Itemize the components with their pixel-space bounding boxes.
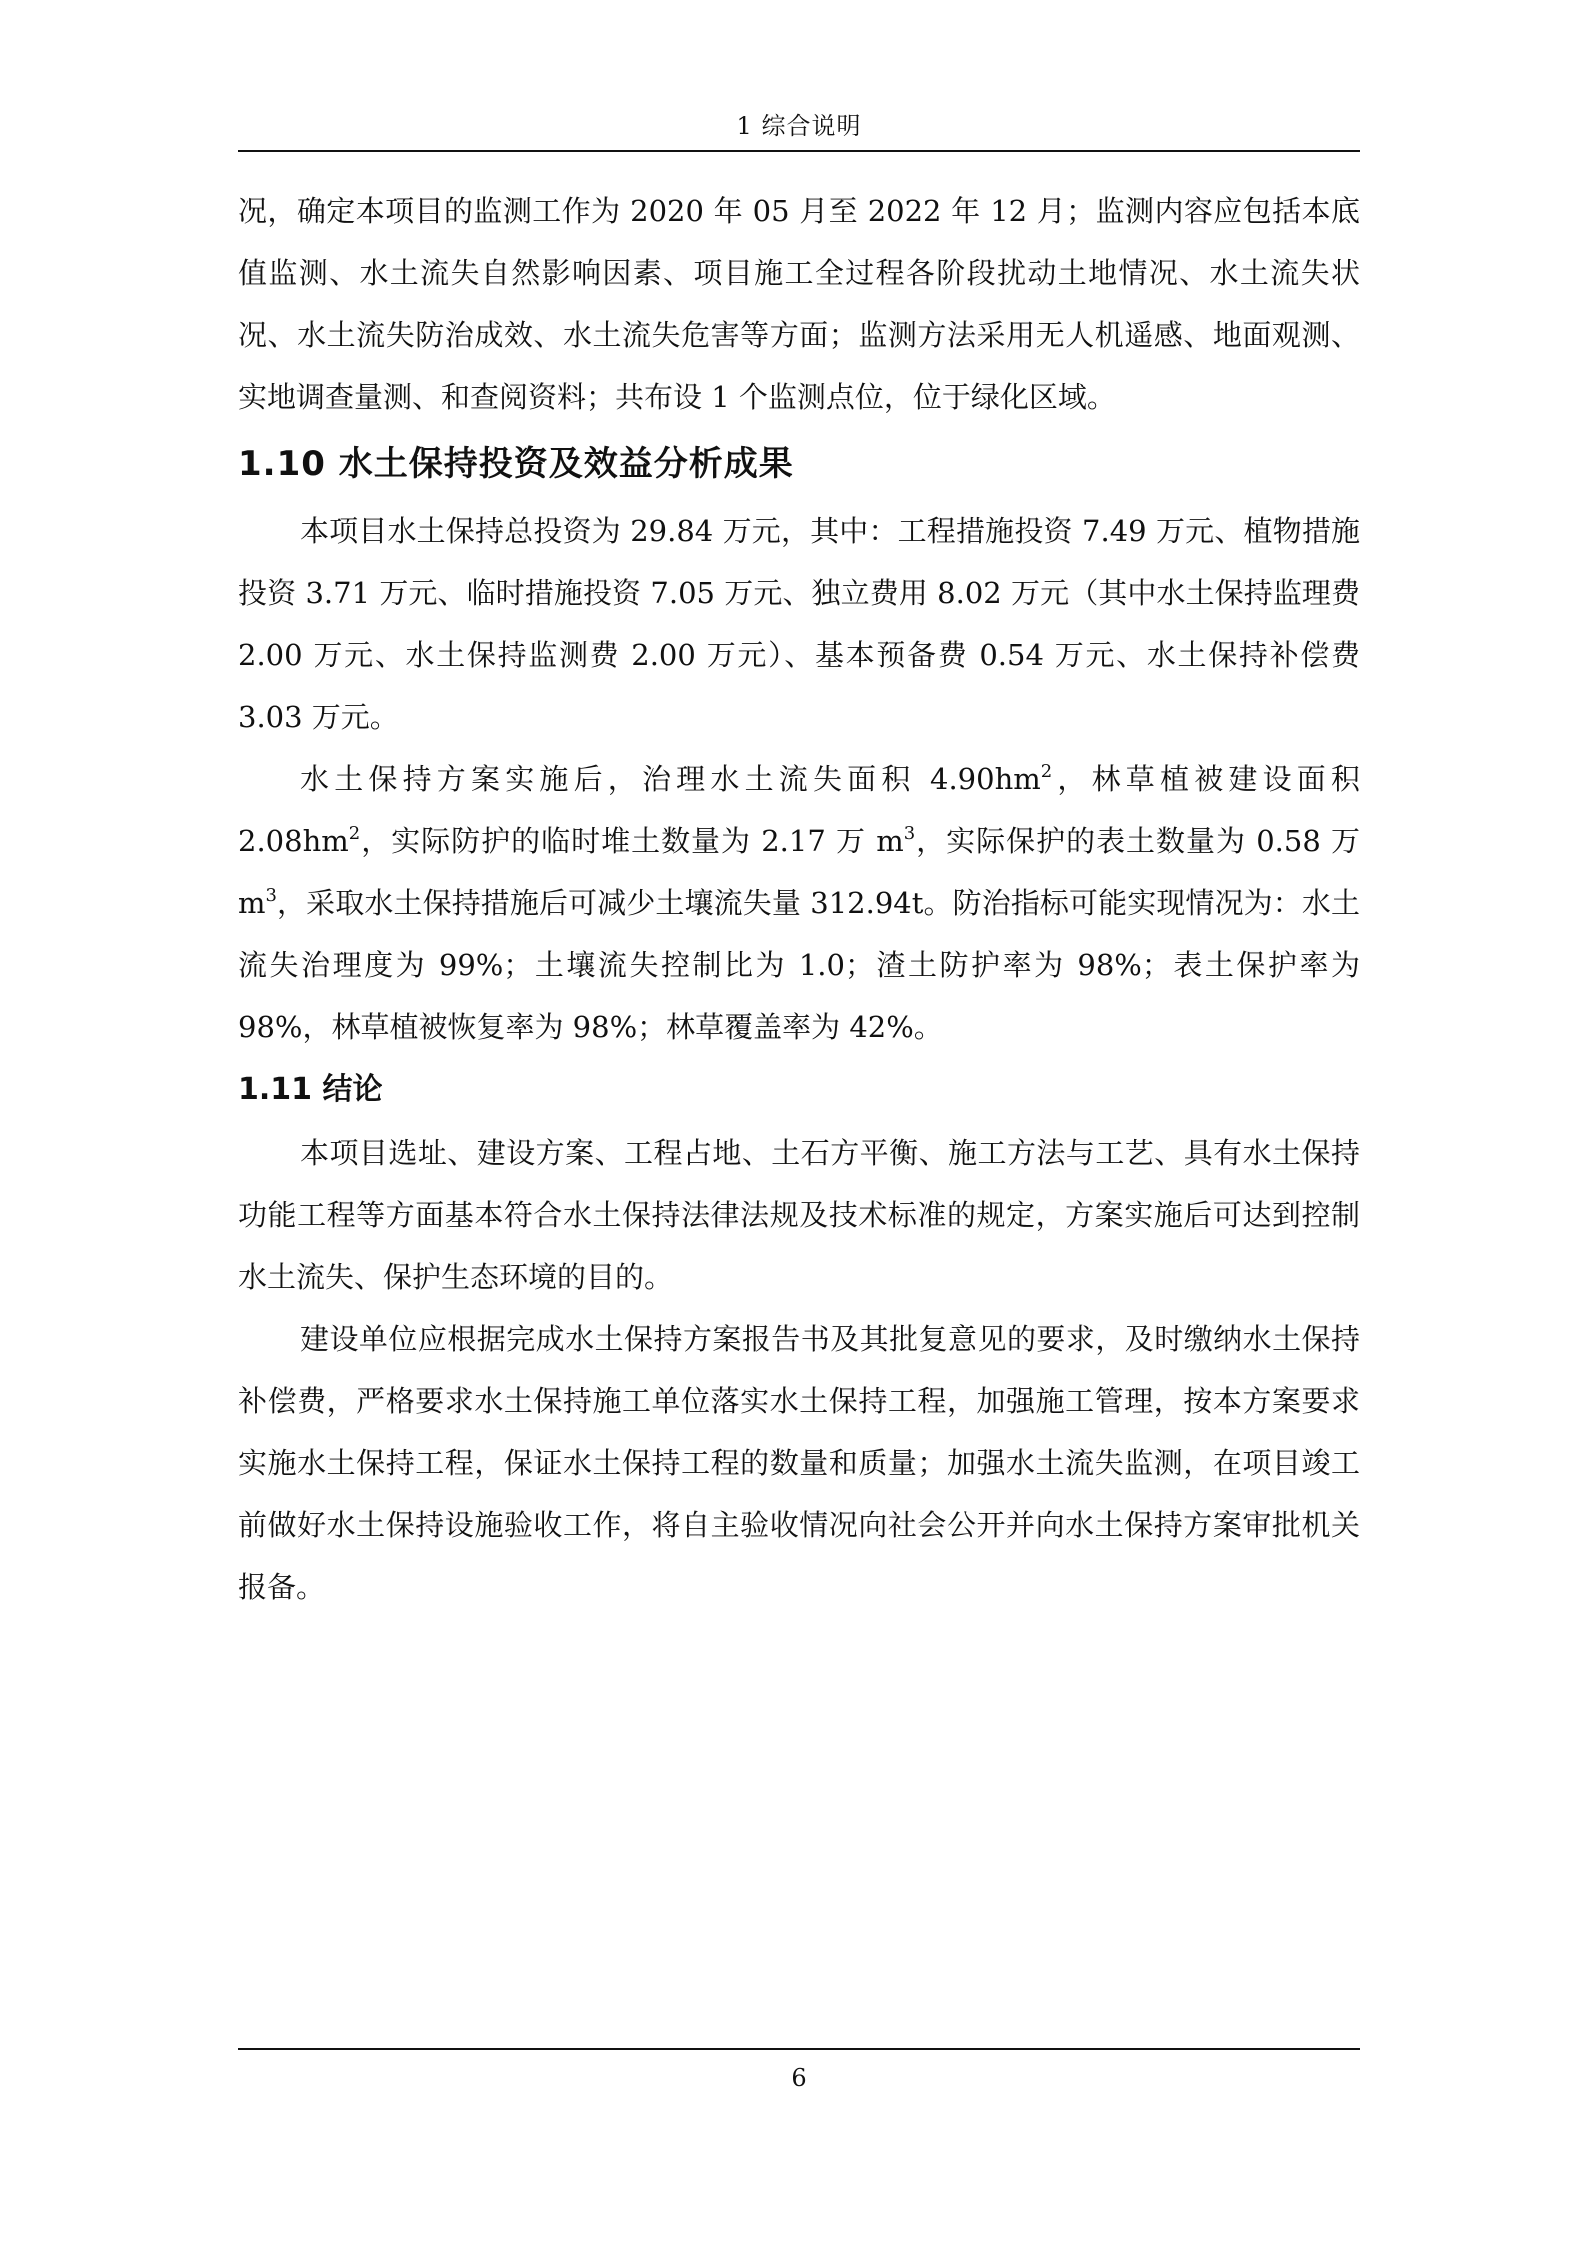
superscript-3: 3 (265, 885, 277, 906)
benefit-text-3: ，实际防护的临时堆土数量为 2.17 万 m (360, 824, 904, 858)
benefit-text-4: ，实际保护的表土数量为 0.58 万 m (238, 824, 1360, 920)
footer-divider (238, 2048, 1360, 2050)
paragraph-conclusion-1: 本项目选址、建设方案、工程占地、土石方平衡、施工方法与工艺、具有水土保持功能工程等方面基本符合水土保持法律法规及技术标准的规定，方案实施后可达到控制水土流失、保护生态环境的目的。 (238, 1136, 1360, 1294)
superscript-2: 2 (1040, 761, 1053, 782)
paragraph-benefit (238, 748, 1360, 1058)
running-header: 1 综合说明 (736, 112, 862, 140)
page-number: 6 (791, 2064, 807, 2092)
paragraph-conclusion-2: 建设单位应根据完成水土保持方案报告书及其批复意见的要求，及时缴纳水土保持补偿费，严格要求水土保持施工单位落实水土保持工程，加强施工管理，按本方案要求实施水土保持工程，保证水土保持工程的数量和质量；加强水土流失监测，在项目竣工前做好水土保持设施验收工作，将自主验收情况向社会公开并向水土保持方案审批机关报备。 (238, 1322, 1360, 1604)
section-heading-1-11: 1.11 结论 (238, 1072, 383, 1107)
paragraph-investment: 本项目水土保持总投资为 29.84 万元，其中：工程措施投资 7.49 万元、植物措施投资 3.71 万元、临时措施投资 7.05 万元、独立费用 8.02 万元（其中水土保持监理费 2.00 万元、水土保持监测费 2.00 万元）、基本预备费 0.54 万元、水土保持补偿费 3.03 万元。 (238, 514, 1360, 734)
benefit-text-5: ，采取水土保持措施后可减少土壤流失量 312.94t。防治指标可能实现情况为：水土流失治理度为 99%；土壤流失控制比为 1.0；渣土防护率为 98%；表土保护率为 98%，林草植被恢复率为 98%；林草覆盖率为 42%。 (238, 886, 1360, 1044)
benefit-text-2: ，林草植被建设面积 2.08hm (238, 762, 1360, 858)
header-divider (238, 150, 1360, 152)
page-body (238, 180, 1360, 1618)
paragraph-monitoring: 况，确定本项目的监测工作为 2020 年 05 月至 2022 年 12 月；监测内容应包括本底值监测、水土流失自然影响因素、项目施工全过程各阶段扰动土地情况、水土流失状况、水土流失防治成效、水土流失危害等方面；监测方法采用无人机遥感、地面观测、实地调查量测、和查阅资料；共布设 1 个监测点位，位于绿化区域。 (238, 194, 1360, 414)
section-heading-1-10: 1.10 水土保持投资及效益分析成果 (238, 444, 794, 484)
superscript-2: 2 (348, 823, 361, 844)
benefit-text-1: 水土保持方案实施后，治理水土流失面积 4.90hm (300, 762, 1041, 796)
superscript-3: 3 (903, 823, 916, 844)
